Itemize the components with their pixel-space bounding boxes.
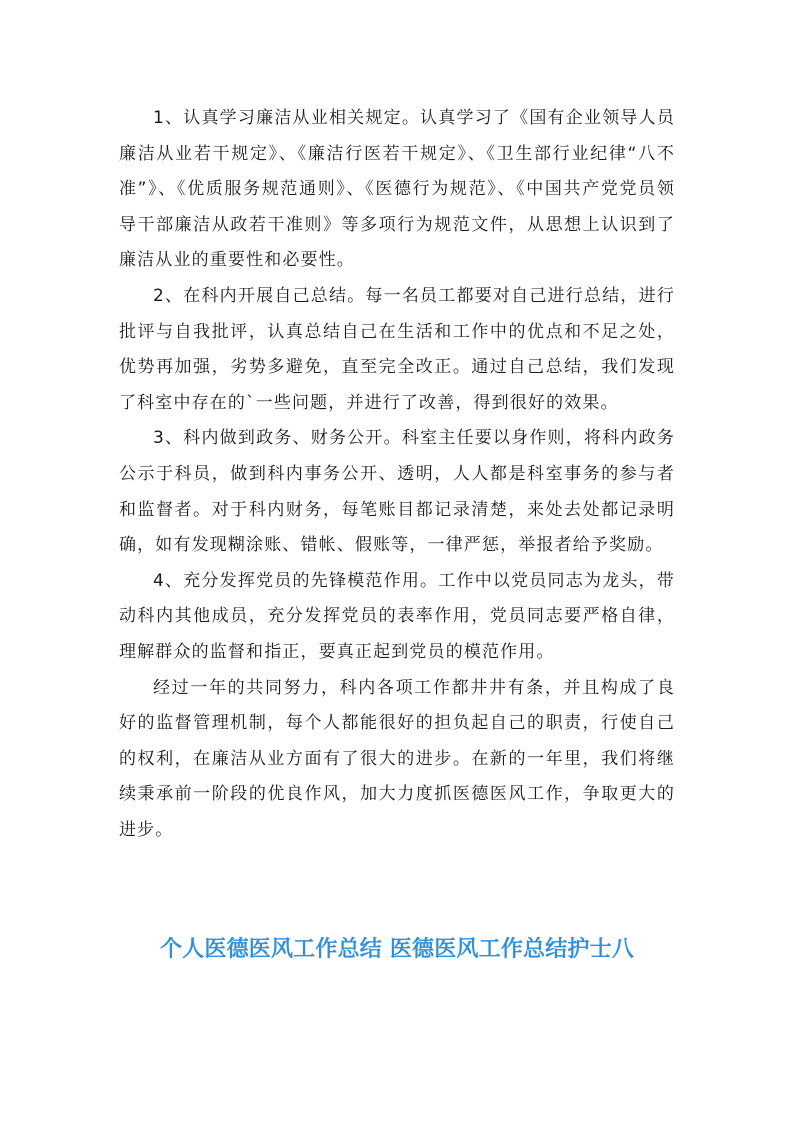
related-article-title[interactable]: 个人医德医风工作总结 医德医风工作总结护士八 — [159, 937, 635, 962]
document-body — [119, 101, 675, 848]
paragraph-3: 3、科内做到政务、财务公开。科室主任要以身作则，将科内政务公示于科员，做到科内事务公开、透明，人人都是科室事务的参与者和监督者。对于科内财务，每笔账目都记录清楚，来处去处都记录明确，如有发现糊涂账、错帐、假账等，一律严惩，举报者给予奖励。 — [119, 428, 675, 556]
paragraph-5: 经过一年的共同努力，科内各项工作都井井有条，并且构成了良好的监督管理机制，每个人都能很好的担负起自己的职责，行使自己的权利，在廉洁从业方面有了很大的进步。在新的一年里，我们将继续秉承前一阶段的优良作风，加大力度抓医德医风工作，争取更大的进步。 — [119, 677, 675, 840]
paragraph-2: 2、在科内开展自己总结。每一名员工都要对自己进行总结，进行批评与自我批评，认真总结自己在生活和工作中的优点和不足之处，优势再加强，劣势多避免，直至完全改正。通过自己总结，我们发现了科室中存在的`一些问题，并进行了改善，得到很好的效果。 — [119, 285, 675, 413]
paragraph-4: 4、充分发挥党员的先锋模范作用。工作中以党员同志为龙头，带动科内其他成员，充分发挥党员的表率作用，党员同志要严格自律，理解群众的监督和指正，要真正起到党员的模范作用。 — [119, 570, 675, 662]
paragraph-1: 1、认真学习廉洁从业相关规定。认真学习了《国有企业领导人员廉洁从业若干规定》、《廉洁行医若干规定》、《卫生部行业纪律“八不准”》、《优质服务规范通则》、《医德行为规范》、《中国共产党党员领导干部廉洁从政若干准则》等多项行为规范文件，从思想上认识到了廉洁从业的重要性和必要性。 — [119, 108, 675, 271]
